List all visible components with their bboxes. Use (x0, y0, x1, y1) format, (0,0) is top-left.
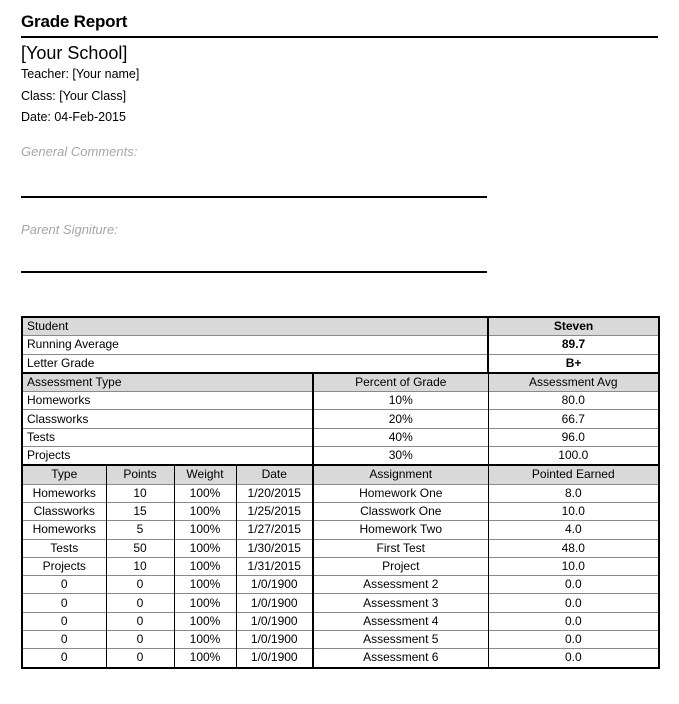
detail-row (22, 557, 659, 575)
earned-cell: 8.0 (488, 484, 659, 502)
percent-of-grade-header: Percent of Grade (313, 373, 488, 392)
assignment-cell: Homework Two (313, 521, 488, 539)
assignment-cell: Assessment 6 (313, 649, 488, 668)
type-cell: 0 (22, 594, 106, 612)
assignment-cell: Classwork One (313, 502, 488, 520)
weight-header: Weight (174, 465, 236, 484)
date-cell: 1/20/2015 (236, 484, 313, 502)
assessment-type-header: Assessment Type (22, 373, 313, 392)
class-line: Class: [Your Class] (21, 89, 127, 103)
detail-row (22, 539, 659, 557)
page-title: Grade Report (21, 12, 128, 31)
table-row-student (22, 317, 659, 336)
type-header: Type (22, 465, 106, 484)
detail-row (22, 502, 659, 520)
detail-row (22, 612, 659, 630)
detail-header-row (22, 465, 659, 484)
assignment-cell: Homework One (313, 484, 488, 502)
points-cell: 15 (106, 502, 174, 520)
table-row-letter-grade (22, 354, 659, 373)
weight-cell: 100% (174, 612, 236, 630)
assignment-cell: Project (313, 557, 488, 575)
type-cell: 0 (22, 576, 106, 594)
weight-cell: 100% (174, 484, 236, 502)
school-name: [Your School] (21, 43, 128, 63)
weight-cell: 100% (174, 502, 236, 520)
assignment-cell: Assessment 5 (313, 631, 488, 649)
detail-row (22, 521, 659, 539)
weight-cell: 100% (174, 649, 236, 668)
title-divider (21, 36, 658, 38)
grade-table (21, 316, 660, 669)
assessment-type-cell: Homeworks (22, 392, 313, 410)
weight-cell: 100% (174, 594, 236, 612)
earned-cell: 10.0 (488, 557, 659, 575)
points-cell: 0 (106, 576, 174, 594)
type-cell: Homeworks (22, 484, 106, 502)
date-header: Date (236, 465, 313, 484)
detail-row (22, 649, 659, 668)
type-cell: 0 (22, 612, 106, 630)
student-label: Student (22, 317, 488, 336)
weight-cell: 100% (174, 539, 236, 557)
percent-cell: 30% (313, 447, 488, 466)
assessment-avg-header: Assessment Avg (488, 373, 659, 392)
points-header: Points (106, 465, 174, 484)
parent-signature-label: Parent Signiture: (21, 222, 118, 237)
table-row-homeworks-summary (22, 392, 659, 410)
table-row-running-average (22, 336, 659, 354)
assignment-cell: Assessment 2 (313, 576, 488, 594)
weight-cell: 100% (174, 557, 236, 575)
detail-row (22, 631, 659, 649)
comments-line (21, 196, 487, 198)
earned-cell: 10.0 (488, 502, 659, 520)
weight-cell: 100% (174, 576, 236, 594)
weight-cell: 100% (174, 631, 236, 649)
letter-grade-label: Letter Grade (22, 354, 488, 373)
date-line: Date: 04-Feb-2015 (21, 110, 126, 124)
table-row-classworks-summary (22, 410, 659, 428)
earned-cell: 48.0 (488, 539, 659, 557)
avg-cell: 100.0 (488, 447, 659, 466)
type-cell: Projects (22, 557, 106, 575)
percent-cell: 10% (313, 392, 488, 410)
assignment-cell: Assessment 4 (313, 612, 488, 630)
date-cell: 1/31/2015 (236, 557, 313, 575)
type-cell: 0 (22, 649, 106, 668)
assessment-header-row (22, 373, 659, 392)
earned-cell: 0.0 (488, 649, 659, 668)
table-row-tests-summary (22, 428, 659, 446)
percent-cell: 40% (313, 428, 488, 446)
percent-cell: 20% (313, 410, 488, 428)
detail-row (22, 594, 659, 612)
points-cell: 0 (106, 612, 174, 630)
points-cell: 0 (106, 649, 174, 668)
avg-cell: 66.7 (488, 410, 659, 428)
assessment-type-cell: Classworks (22, 410, 313, 428)
points-cell: 0 (106, 631, 174, 649)
running-average-label: Running Average (22, 336, 488, 354)
detail-row (22, 576, 659, 594)
earned-cell: 0.0 (488, 631, 659, 649)
date-cell: 1/25/2015 (236, 502, 313, 520)
points-cell: 50 (106, 539, 174, 557)
avg-cell: 96.0 (488, 428, 659, 446)
date-cell: 1/0/1900 (236, 576, 313, 594)
pointed-earned-header: Pointed Earned (488, 465, 659, 484)
date-cell: 1/30/2015 (236, 539, 313, 557)
earned-cell: 4.0 (488, 521, 659, 539)
table-row-projects-summary (22, 447, 659, 466)
assignment-cell: First Test (313, 539, 488, 557)
earned-cell: 0.0 (488, 576, 659, 594)
points-cell: 5 (106, 521, 174, 539)
running-average-value: 89.7 (488, 336, 659, 354)
type-cell: Tests (22, 539, 106, 557)
date-cell: 1/27/2015 (236, 521, 313, 539)
signature-line (21, 271, 487, 273)
general-comments-label: General Comments: (21, 144, 138, 159)
student-name: Steven (488, 317, 659, 336)
points-cell: 10 (106, 484, 174, 502)
date-cell: 1/0/1900 (236, 594, 313, 612)
date-cell: 1/0/1900 (236, 631, 313, 649)
assessment-type-cell: Projects (22, 447, 313, 466)
points-cell: 10 (106, 557, 174, 575)
date-cell: 1/0/1900 (236, 649, 313, 668)
points-cell: 0 (106, 594, 174, 612)
type-cell: Homeworks (22, 521, 106, 539)
assignment-cell: Assessment 3 (313, 594, 488, 612)
assessment-type-cell: Tests (22, 428, 313, 446)
date-cell: 1/0/1900 (236, 612, 313, 630)
type-cell: 0 (22, 631, 106, 649)
letter-grade-value: B+ (488, 354, 659, 373)
teacher-line: Teacher: [Your name] (21, 67, 140, 81)
earned-cell: 0.0 (488, 612, 659, 630)
weight-cell: 100% (174, 521, 236, 539)
detail-row (22, 484, 659, 502)
earned-cell: 0.0 (488, 594, 659, 612)
assignment-header: Assignment (313, 465, 488, 484)
avg-cell: 80.0 (488, 392, 659, 410)
type-cell: Classworks (22, 502, 106, 520)
